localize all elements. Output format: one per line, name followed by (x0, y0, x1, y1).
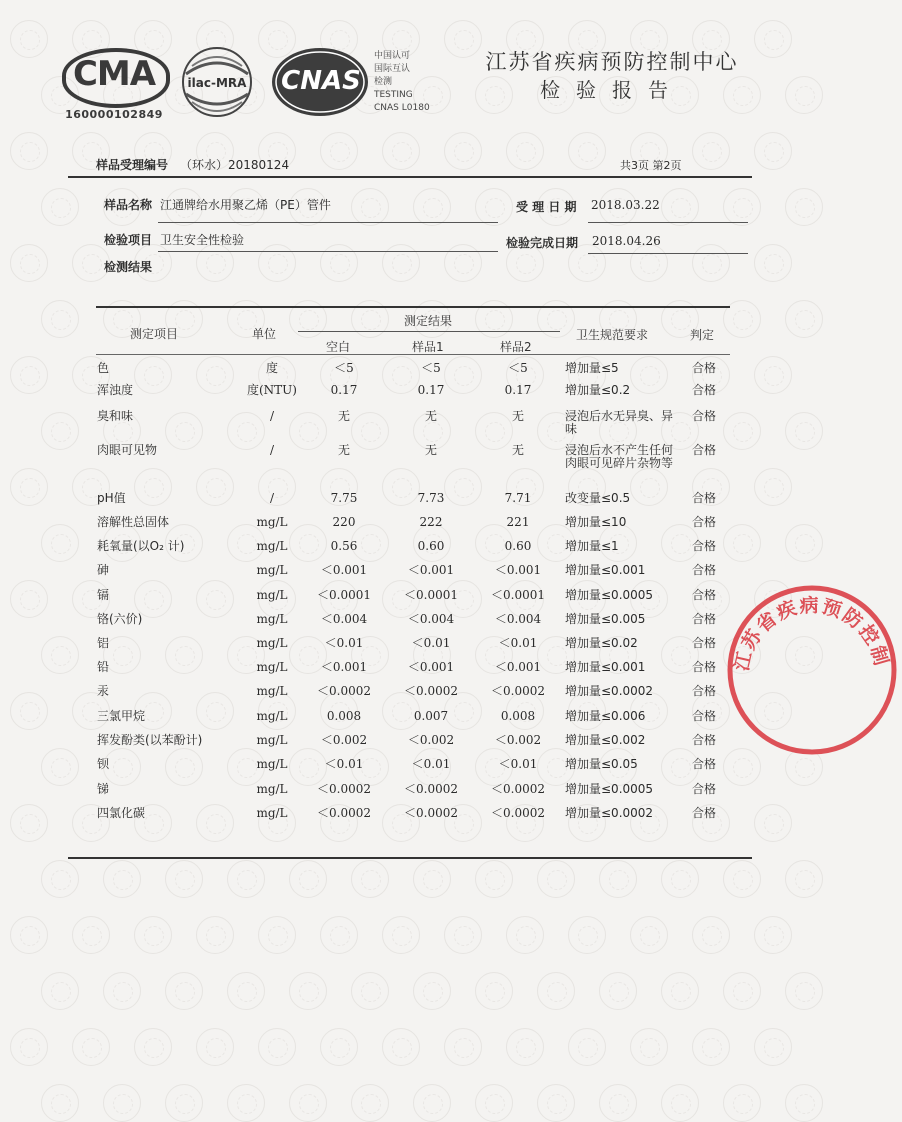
row-sample2-value: 0.60 (504, 539, 532, 553)
receive-date-label: 受 理 日 期 (516, 200, 577, 214)
watermark-mark (227, 1084, 265, 1122)
watermark-mark (196, 244, 234, 282)
row-unit: / (269, 491, 275, 505)
watermark-mark (723, 188, 761, 226)
row-blank-value: ＜5 (334, 361, 354, 375)
row-verdict: 合格 (691, 782, 716, 796)
watermark-mark (537, 1084, 575, 1122)
row-unit: 度(NTU) (247, 383, 297, 397)
row-unit: mg/L (256, 588, 288, 602)
finish-date-label: 检验完成日期 (506, 236, 579, 250)
watermark-mark (661, 972, 699, 1010)
row-item: 镉 (97, 588, 110, 602)
watermark-mark (723, 860, 761, 898)
watermark-mark (599, 1084, 637, 1122)
row-item: 汞 (97, 684, 110, 698)
row-standard: 浸泡后水不产生任何肉眼可见碎片杂物等 (565, 443, 674, 470)
row-item: 钡 (97, 757, 110, 771)
watermark-mark (568, 916, 606, 954)
row-blank-value: 无 (337, 443, 350, 457)
watermark-mark (444, 132, 482, 170)
watermark-mark (568, 1028, 606, 1066)
watermark-mark (506, 916, 544, 954)
watermark-mark (10, 244, 48, 282)
col-header-results: 测定结果 (404, 314, 453, 328)
row-item: pH值 (97, 491, 126, 505)
table-header-rule (96, 354, 730, 355)
row-blank-value: 0.17 (330, 383, 358, 397)
watermark-mark (72, 916, 110, 954)
watermark-mark (10, 580, 48, 618)
row-unit: mg/L (256, 515, 288, 529)
watermark-mark (41, 300, 79, 338)
row-item: 四氯化碳 (97, 806, 146, 820)
watermark-mark (413, 972, 451, 1010)
col-header-verdict: 判定 (690, 328, 715, 342)
row-blank-value: ＜0.001 (320, 563, 368, 577)
row-blank-value: ＜0.01 (324, 757, 364, 771)
col-header-item: 测定项目 (130, 327, 179, 341)
watermark-mark (630, 1028, 668, 1066)
row-standard: 增加量≤0.02 (565, 636, 638, 650)
row-sample1-value: 222 (419, 515, 443, 529)
row-sample1-value: 无 (424, 409, 437, 423)
row-sample2-value: 0.17 (504, 383, 532, 397)
watermark-mark (258, 916, 296, 954)
ilac-mra-logo (172, 44, 262, 120)
receive-date-value: 2018.03.22 (591, 198, 660, 212)
finish-date-underline (588, 253, 748, 254)
seal-text: 江苏省疾病预防控制 (730, 594, 893, 673)
watermark-mark (754, 916, 792, 954)
watermark-mark (723, 972, 761, 1010)
row-item: 耗氧量(以O₂ 计) (97, 539, 185, 553)
row-sample1-value: ＜0.0001 (404, 588, 458, 602)
col-header-sample1: 样品1 (412, 340, 444, 354)
row-unit: mg/L (256, 612, 288, 626)
row-unit: mg/L (256, 709, 288, 723)
watermark-mark (289, 860, 327, 898)
row-sample2-value: ＜0.001 (494, 563, 542, 577)
watermark-mark (382, 244, 420, 282)
row-blank-value: 7.75 (330, 491, 358, 505)
row-item: 铅 (97, 660, 110, 674)
row-sample2-value: 221 (506, 515, 530, 529)
watermark-mark (475, 1084, 513, 1122)
watermark-mark (227, 860, 265, 898)
row-standard: 增加量≤0.001 (565, 563, 646, 577)
cma-logo (58, 44, 170, 124)
row-blank-value: ＜0.0002 (317, 806, 371, 820)
row-verdict: 合格 (691, 515, 716, 529)
watermark-mark (351, 860, 389, 898)
row-standard: 增加量≤0.0002 (565, 684, 654, 698)
row-blank-value: ＜0.0001 (317, 588, 371, 602)
watermark-mark (723, 1084, 761, 1122)
watermark-mark (41, 748, 79, 786)
watermark-mark (506, 132, 544, 170)
row-sample1-value: ＜0.0002 (404, 684, 458, 698)
row-verdict: 合格 (691, 636, 716, 650)
watermark-mark (475, 860, 513, 898)
cma-number: 160000102849 (65, 108, 163, 121)
col-header-unit: 单位 (252, 327, 277, 341)
watermark-mark (258, 244, 296, 282)
watermark-mark (754, 468, 792, 506)
watermark-mark (692, 132, 730, 170)
watermark-mark (599, 972, 637, 1010)
watermark-mark (723, 524, 761, 562)
watermark-mark (754, 356, 792, 394)
row-sample2-value: 7.71 (504, 491, 532, 505)
row-unit: / (269, 443, 275, 457)
watermark-mark (320, 132, 358, 170)
row-item: 铬(六价) (97, 612, 143, 626)
row-unit: mg/L (256, 636, 288, 650)
row-item: 色 (97, 361, 110, 375)
watermark-mark (351, 972, 389, 1010)
watermark-mark (196, 916, 234, 954)
watermark-mark (785, 1084, 823, 1122)
watermark-mark (320, 244, 358, 282)
watermark-mark (10, 468, 48, 506)
watermark-mark (258, 1028, 296, 1066)
row-unit: mg/L (256, 539, 288, 553)
watermark-mark (692, 916, 730, 954)
table-top-rule (96, 306, 730, 308)
row-sample2-value: ＜0.01 (498, 757, 538, 771)
row-sample1-value: ＜0.01 (411, 757, 451, 771)
row-verdict: 合格 (691, 806, 716, 820)
sample-name-value: 江通牌给水用聚乙烯（PE）管件 (160, 198, 331, 212)
watermark-mark (661, 860, 699, 898)
cnas-info-line: 中国认可 (374, 51, 411, 61)
row-sample2-value: ＜0.004 (494, 612, 542, 626)
row-verdict: 合格 (691, 733, 716, 747)
row-sample2-value: ＜0.0001 (491, 588, 545, 602)
row-item: 锑 (97, 782, 110, 796)
watermark-mark (10, 132, 48, 170)
watermark-mark (413, 1084, 451, 1122)
watermark-mark (444, 916, 482, 954)
row-sample1-value: 0.60 (417, 539, 445, 553)
watermark-mark (41, 1084, 79, 1122)
row-sample1-value: ＜0.002 (407, 733, 455, 747)
row-verdict: 合格 (691, 361, 716, 375)
row-blank-value: 0.008 (326, 709, 362, 723)
row-verdict: 合格 (691, 563, 716, 577)
row-sample1-value: 0.17 (417, 383, 445, 397)
test-item-underline (158, 251, 498, 252)
row-verdict: 合格 (691, 660, 716, 674)
row-standard: 增加量≤5 (565, 361, 619, 375)
cnas-logo (270, 44, 370, 120)
row-sample2-value: 无 (511, 443, 524, 457)
sample-name-label: 样品名称 (104, 198, 153, 212)
row-sample1-value: ＜5 (421, 361, 441, 375)
finish-date-value: 2018.04.26 (592, 234, 661, 248)
watermark-mark (382, 1028, 420, 1066)
watermark-mark (41, 188, 79, 226)
watermark-mark (41, 972, 79, 1010)
results-label: 检测结果 (104, 260, 153, 274)
row-unit: mg/L (256, 733, 288, 747)
watermark-mark (506, 1028, 544, 1066)
row-verdict: 合格 (691, 612, 716, 626)
row-standard: 增加量≤0.006 (565, 709, 646, 723)
row-unit: / (269, 409, 275, 423)
watermark-mark (444, 1028, 482, 1066)
sample-name-underline (158, 222, 498, 223)
watermark-mark (382, 132, 420, 170)
row-standard: 增加量≤0.0005 (565, 782, 654, 796)
ilac-mark-text: ilac-MRA (187, 76, 247, 90)
watermark-mark (10, 20, 48, 58)
watermark-mark (10, 692, 48, 730)
cnas-info-line: 检测 (374, 77, 393, 87)
watermark-mark (785, 188, 823, 226)
watermark-mark (289, 1084, 327, 1122)
table-bottom-rule (68, 857, 752, 859)
row-verdict: 合格 (691, 757, 716, 771)
row-sample1-value: ＜0.01 (411, 636, 451, 650)
row-item: 浑浊度 (97, 383, 134, 397)
watermark-mark (10, 916, 48, 954)
watermark-mark (785, 524, 823, 562)
cnas-info-line: TESTING (374, 90, 413, 100)
row-item: 铝 (97, 636, 110, 650)
row-sample1-value: ＜0.0002 (404, 806, 458, 820)
watermark-mark (382, 916, 420, 954)
cnas-info (374, 50, 454, 115)
col-header-blank: 空白 (326, 340, 351, 354)
cnas-info-line: CNAS L0180 (374, 103, 430, 113)
watermark-mark (165, 1084, 203, 1122)
row-sample2-value: ＜0.01 (498, 636, 538, 650)
results-group-rule (298, 331, 560, 332)
row-verdict: 合格 (691, 539, 716, 553)
row-item: 砷 (97, 563, 110, 577)
row-blank-value: 无 (337, 409, 350, 423)
row-item: 肉眼可见物 (97, 443, 158, 457)
cnas-mark-text: CNAS (281, 66, 361, 96)
row-standard: 增加量≤0.005 (565, 612, 646, 626)
row-item: 臭和味 (97, 409, 134, 423)
row-sample1-value: ＜0.001 (407, 563, 455, 577)
row-blank-value: ＜0.0002 (317, 684, 371, 698)
watermark-mark (10, 356, 48, 394)
report-title: 检验报告 (540, 78, 684, 102)
watermark-mark (103, 860, 141, 898)
row-sample1-value: 无 (424, 443, 437, 457)
row-sample1-value: 0.007 (413, 709, 449, 723)
watermark-mark (41, 524, 79, 562)
watermark-mark (754, 244, 792, 282)
row-blank-value: ＜0.001 (320, 660, 368, 674)
sample-no-value: （环水）20180124 (180, 158, 290, 172)
organization-name: 江苏省疾病预防控制中心 (485, 50, 739, 74)
watermark-mark (568, 132, 606, 170)
col-header-standard: 卫生规范要求 (576, 328, 649, 342)
row-unit: mg/L (256, 782, 288, 796)
watermark-mark (630, 916, 668, 954)
watermark-mark (785, 76, 823, 114)
official-seal (722, 580, 902, 760)
watermark-mark (754, 804, 792, 842)
sample-no-label: 样品受理编号 (96, 158, 169, 172)
row-blank-value: ＜0.0002 (317, 782, 371, 796)
row-unit: mg/L (256, 757, 288, 771)
row-standard: 增加量≤1 (565, 539, 619, 553)
row-standard: 增加量≤10 (565, 515, 627, 529)
row-sample2-value: ＜0.0002 (491, 806, 545, 820)
row-verdict: 合格 (691, 588, 716, 602)
row-sample1-value: ＜0.0002 (404, 782, 458, 796)
watermark-mark (41, 636, 79, 674)
header-divider (68, 176, 752, 178)
row-blank-value: ＜0.002 (320, 733, 368, 747)
row-unit: mg/L (256, 563, 288, 577)
row-verdict: 合格 (691, 409, 716, 423)
watermark-mark (692, 1028, 730, 1066)
row-unit: mg/L (256, 660, 288, 674)
watermark-mark (754, 1028, 792, 1066)
watermark-mark (785, 972, 823, 1010)
watermark-mark (134, 916, 172, 954)
watermark-mark (289, 972, 327, 1010)
row-sample2-value: ＜0.001 (494, 660, 542, 674)
watermark-mark (785, 860, 823, 898)
watermark-mark (444, 244, 482, 282)
watermark-mark (41, 860, 79, 898)
row-item: 挥发酚类(以苯酚计) (97, 733, 203, 747)
watermark-mark (475, 972, 513, 1010)
row-verdict: 合格 (691, 383, 716, 397)
row-standard: 增加量≤0.0002 (565, 806, 654, 820)
col-header-sample2: 样品2 (500, 340, 532, 354)
watermark-mark (72, 1028, 110, 1066)
row-sample2-value: ＜0.0002 (491, 782, 545, 796)
row-blank-value: ＜0.004 (320, 612, 368, 626)
row-sample2-value: 无 (511, 409, 524, 423)
watermark-mark (103, 1084, 141, 1122)
row-standard: 增加量≤0.0005 (565, 588, 654, 602)
watermark-mark (475, 188, 513, 226)
row-sample2-value: ＜0.0002 (491, 684, 545, 698)
row-unit: mg/L (256, 806, 288, 820)
watermark-mark (413, 860, 451, 898)
watermark-mark (723, 412, 761, 450)
row-sample1-value: ＜0.001 (407, 660, 455, 674)
row-unit: mg/L (256, 684, 288, 698)
watermark-mark (537, 972, 575, 1010)
row-verdict: 合格 (691, 491, 716, 505)
row-standard: 改变量≤0.5 (565, 491, 631, 505)
test-item-value: 卫生安全性检验 (160, 233, 245, 247)
watermark-mark (10, 1028, 48, 1066)
svg-text:江苏省疾病预防控制中心 (722, 580, 894, 673)
watermark-mark (785, 412, 823, 450)
receive-date-underline (588, 222, 748, 223)
cma-mark-text: CMA (72, 54, 156, 94)
watermark-mark (692, 244, 730, 282)
cnas-info-line: 国际互认 (374, 64, 411, 74)
watermark-mark (320, 916, 358, 954)
row-item: 三氯甲烷 (97, 709, 146, 723)
watermark-mark (165, 972, 203, 1010)
row-verdict: 合格 (691, 443, 716, 457)
row-unit: 度 (265, 361, 278, 375)
row-blank-value: 220 (332, 515, 356, 529)
row-standard: 增加量≤0.05 (565, 757, 638, 771)
page-info: 共3页 第2页 (620, 159, 682, 172)
watermark-mark (351, 188, 389, 226)
row-sample2-value: 0.008 (500, 709, 536, 723)
row-sample1-value: ＜0.004 (407, 612, 455, 626)
row-blank-value: ＜0.01 (324, 636, 364, 650)
watermark-mark (413, 188, 451, 226)
watermark-mark (599, 860, 637, 898)
row-blank-value: 0.56 (330, 539, 358, 553)
watermark-mark (41, 412, 79, 450)
row-sample2-value: ＜5 (508, 361, 528, 375)
watermark-mark (227, 972, 265, 1010)
watermark-mark (103, 972, 141, 1010)
row-verdict: 合格 (691, 709, 716, 723)
watermark-mark (661, 1084, 699, 1122)
watermark-mark (754, 132, 792, 170)
row-sample1-value: 7.73 (417, 491, 445, 505)
watermark-mark (630, 244, 668, 282)
watermark-mark (196, 1028, 234, 1066)
row-standard: 浸泡后水无异臭、异味 (565, 409, 674, 436)
watermark-mark (320, 1028, 358, 1066)
row-verdict: 合格 (691, 684, 716, 698)
watermark-mark (351, 1084, 389, 1122)
row-standard: 增加量≤0.2 (565, 383, 631, 397)
watermark-mark (537, 860, 575, 898)
watermark-mark (134, 1028, 172, 1066)
row-sample2-value: ＜0.002 (494, 733, 542, 747)
row-standard: 增加量≤0.001 (565, 660, 646, 674)
row-standard: 增加量≤0.002 (565, 733, 646, 747)
row-item: 溶解性总固体 (97, 515, 170, 529)
test-item-label: 检验项目 (104, 233, 153, 247)
watermark-mark (661, 188, 699, 226)
watermark-mark (165, 860, 203, 898)
watermark-mark (10, 804, 48, 842)
watermark-mark (785, 300, 823, 338)
